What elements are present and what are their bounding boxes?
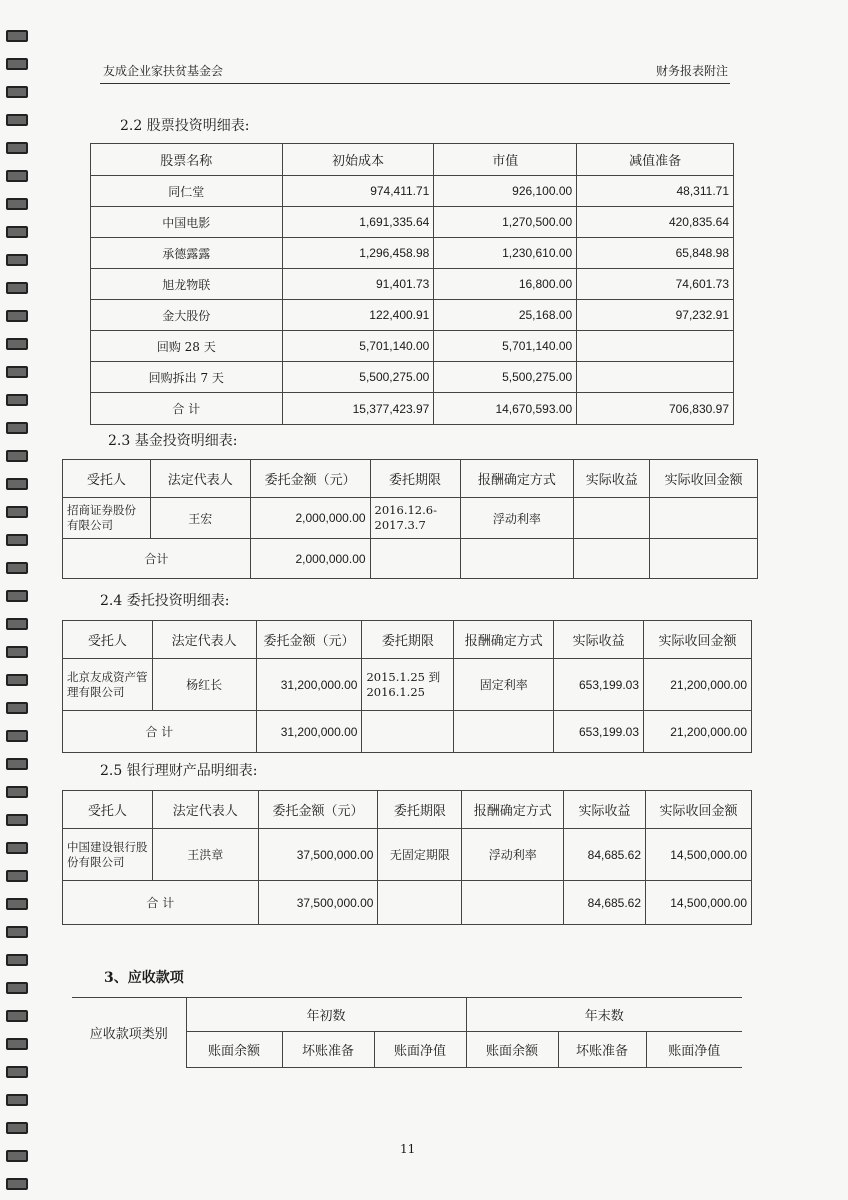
fund-header-recovered: 实际收回金额 [650,460,758,498]
binding-ring [6,282,28,294]
receivable-start-balance: 账面余额 [186,1032,282,1068]
stock-total-row [91,393,734,425]
header-org: 友成企业家扶贫基金会 [103,64,224,78]
stock-name: 同仁堂 [91,176,283,207]
bank-header-term: 委托期限 [378,791,462,829]
stock-header-cost: 初始成本 [282,144,434,176]
stock-header-name: 股票名称 [91,144,283,176]
entrust-header-rep: 法定代表人 [152,621,256,659]
fund-section-title: 2.3 基金投资明细表: [108,433,238,449]
entrust-total-recovered: 21,200,000.00 [644,711,752,753]
page-number: 11 [400,1142,416,1156]
binding-ring [6,114,28,126]
stock-row [91,331,734,362]
bank-total-income: 84,685.62 [564,881,646,925]
stock-cost: 974,411.71 [282,176,434,207]
binding-ring [6,842,28,854]
binding-ring [6,338,28,350]
entrust-row [63,659,752,711]
bank-rep: 王洪章 [152,829,258,881]
stock-cost: 1,691,335.64 [282,207,434,238]
binding-ring [6,254,28,266]
bank-term: 无固定期限 [378,829,462,881]
binding-ring [6,226,28,238]
stock-name: 承德露露 [91,238,283,269]
binding-ring [6,786,28,798]
binding-ring [6,814,28,826]
bank-total-label: 合 计 [63,881,259,925]
binding-ring [6,702,28,714]
stock-impairment: 74,601.73 [577,269,734,300]
stock-name: 金大股份 [91,300,283,331]
binding-ring [6,646,28,658]
stock-row [91,207,734,238]
entrust-total-row [63,711,752,753]
bank-header-amount: 委托金额（元） [258,791,378,829]
bank-table [62,790,752,925]
fund-rep: 王宏 [150,498,250,539]
receivable-end-header: 年末数 [466,998,742,1032]
fund-total-amount: 2,000,000.00 [250,539,370,579]
fund-header-term: 委托期限 [370,460,460,498]
binding-ring [6,86,28,98]
binding-ring [6,1010,28,1022]
stock-row [91,300,734,331]
bank-section-title: 2.5 银行理财产品明细表: [100,763,258,779]
entrust-recovered: 21,200,000.00 [644,659,752,711]
bank-recovered: 14,500,000.00 [646,829,752,881]
entrust-header-trustee: 受托人 [63,621,153,659]
stock-impairment [577,331,734,362]
binding-ring [6,198,28,210]
stock-total-cost: 15,377,423.97 [282,393,434,425]
stock-name: 中国电影 [91,207,283,238]
stock-impairment: 97,232.91 [577,300,734,331]
binding-ring [6,170,28,182]
entrust-section-title: 2.4 委托投资明细表: [100,593,230,609]
binding-ring [6,870,28,882]
entrust-total-label: 合 计 [63,711,257,753]
bank-income: 84,685.62 [564,829,646,881]
fund-income [574,498,650,539]
binding-ring [6,1150,28,1162]
binding-ring [6,590,28,602]
header-rule [100,83,730,84]
stock-market: 1,230,610.00 [434,238,577,269]
receivable-end-net: 账面净值 [646,1032,742,1068]
stock-table [90,143,734,425]
binding-ring [6,506,28,518]
bank-header-recovered: 实际收回金额 [646,791,752,829]
bank-row [63,829,752,881]
fund-header-method: 报酬确定方式 [460,460,574,498]
fund-header-income: 实际收益 [574,460,650,498]
receivable-start-net: 账面净值 [374,1032,466,1068]
stock-section-title: 2.2 股票投资明细表: [120,118,250,134]
bank-trustee: 中国建设银行股份有限公司 [63,829,153,881]
stock-name: 回购 28 天 [91,331,283,362]
binding-ring [6,394,28,406]
bank-header-method: 报酬确定方式 [462,791,564,829]
binding-ring [6,1094,28,1106]
binding-ring [6,898,28,910]
stock-impairment [577,362,734,393]
stock-total-impairment: 706,830.97 [577,393,734,425]
stock-row [91,269,734,300]
stock-row [91,362,734,393]
binding-ring [6,58,28,70]
binding-ring [6,618,28,630]
header-doc-title: 财务报表附注 [655,64,728,78]
stock-cost: 5,701,140.00 [282,331,434,362]
binding-ring [6,1038,28,1050]
stock-header-impairment: 减值准备 [577,144,734,176]
entrust-rep: 杨红长 [152,659,256,711]
stock-cost: 122,400.91 [282,300,434,331]
receivable-table [72,997,742,1068]
binding-ring [6,562,28,574]
stock-header-market: 市值 [434,144,577,176]
stock-total-label: 合 计 [91,393,283,425]
fund-method: 浮动利率 [460,498,574,539]
binding-ring [6,1066,28,1078]
fund-amount: 2,000,000.00 [250,498,370,539]
entrust-header-recovered: 实际收回金额 [644,621,752,659]
entrust-header-income: 实际收益 [554,621,644,659]
bank-total-recovered: 14,500,000.00 [646,881,752,925]
binding-ring [6,534,28,546]
fund-header-rep: 法定代表人 [150,460,250,498]
entrust-trustee: 北京友成资产管理有限公司 [63,659,153,711]
stock-cost: 5,500,275.00 [282,362,434,393]
bank-header-trustee: 受托人 [63,791,153,829]
fund-trustee: 招商证券股份有限公司 [63,498,151,539]
bank-amount: 37,500,000.00 [258,829,378,881]
entrust-header-amount: 委托金额（元） [256,621,362,659]
spiral-binding [0,0,30,1200]
entrust-term: 2015.1.25 到 2016.1.25 [362,659,454,711]
stock-impairment: 420,835.64 [577,207,734,238]
binding-ring [6,674,28,686]
binding-ring [6,926,28,938]
bank-header-rep: 法定代表人 [152,791,258,829]
fund-table [62,459,758,579]
entrust-header-term: 委托期限 [362,621,454,659]
fund-total-label: 合计 [63,539,251,579]
receivable-category-header: 应收款项类别 [72,998,186,1068]
bank-total-row [63,881,752,925]
binding-ring [6,142,28,154]
receivable-section-title: 3、应收款项 [104,970,184,986]
entrust-total-income: 653,199.03 [554,711,644,753]
entrust-table [62,620,752,753]
binding-ring [6,954,28,966]
fund-term: 2016.12.6-2017.3.7 [370,498,460,539]
receivable-end-allowance: 坏账准备 [558,1032,646,1068]
receivable-end-balance: 账面余额 [466,1032,558,1068]
binding-ring [6,422,28,434]
binding-ring [6,1178,28,1190]
stock-market: 5,701,140.00 [434,331,577,362]
stock-market: 25,168.00 [434,300,577,331]
stock-impairment: 48,311.71 [577,176,734,207]
receivable-start-header: 年初数 [186,998,466,1032]
entrust-amount: 31,200,000.00 [256,659,362,711]
stock-total-market: 14,670,593.00 [434,393,577,425]
fund-header-trustee: 受托人 [63,460,151,498]
fund-row [63,498,758,539]
bank-total-amount: 37,500,000.00 [258,881,378,925]
receivable-start-allowance: 坏账准备 [282,1032,374,1068]
binding-ring [6,982,28,994]
entrust-method: 固定利率 [454,659,554,711]
stock-cost: 91,401.73 [282,269,434,300]
binding-ring [6,730,28,742]
fund-total-row [63,539,758,579]
binding-ring [6,30,28,42]
stock-impairment: 65,848.98 [577,238,734,269]
binding-ring [6,450,28,462]
stock-market: 1,270,500.00 [434,207,577,238]
stock-market: 5,500,275.00 [434,362,577,393]
binding-ring [6,366,28,378]
entrust-total-amount: 31,200,000.00 [256,711,362,753]
bank-method: 浮动利率 [462,829,564,881]
entrust-header-method: 报酬确定方式 [454,621,554,659]
binding-ring [6,478,28,490]
stock-row [91,238,734,269]
stock-market: 16,800.00 [434,269,577,300]
stock-market: 926,100.00 [434,176,577,207]
stock-name: 旭龙物联 [91,269,283,300]
stock-row [91,176,734,207]
binding-ring [6,1122,28,1134]
bank-header-income: 实际收益 [564,791,646,829]
fund-header-amount: 委托金额（元） [250,460,370,498]
stock-name: 回购拆出 7 天 [91,362,283,393]
entrust-income: 653,199.03 [554,659,644,711]
binding-ring [6,310,28,322]
binding-ring [6,758,28,770]
fund-recovered [650,498,758,539]
stock-cost: 1,296,458.98 [282,238,434,269]
